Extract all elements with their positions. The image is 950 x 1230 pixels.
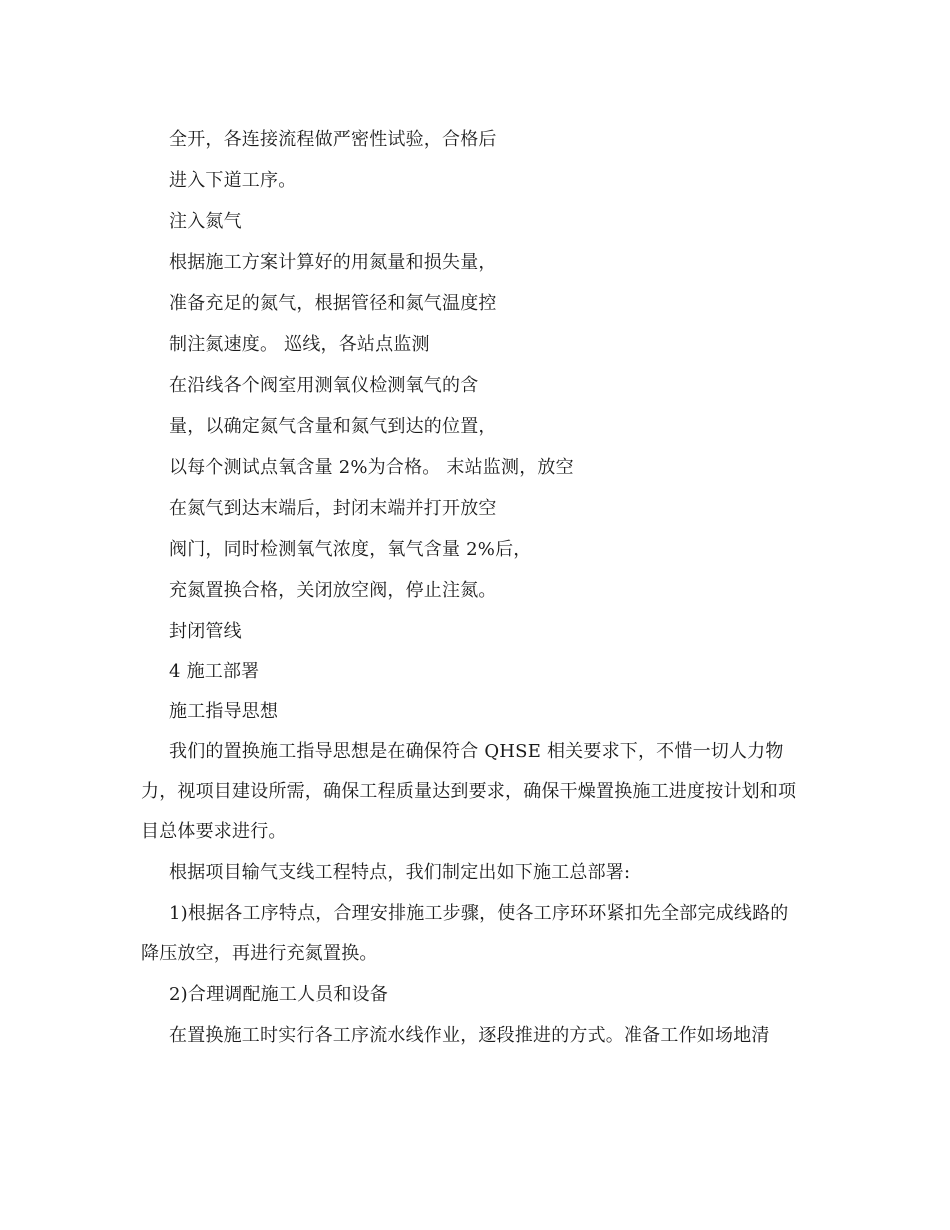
section-heading: 注入氮气 — [169, 211, 242, 232]
text-line: 以每个测试点氧含量 2%为合格。 末站监测，放空 — [169, 457, 574, 478]
text-line: 在置换施工时实行各工序流水线作业，逐段推进的方式。准备工作如场地清 — [169, 1025, 770, 1046]
text-line: 我们的置换施工指导思想是在确保符合 QHSE 相关要求下，不惜一切人力物 — [169, 741, 784, 762]
text-line: 准备充足的氮气，根据管径和氮气温度控 — [169, 293, 497, 314]
text-line: 量，以确定氮气含量和氮气到达的位置， — [169, 416, 497, 437]
text-line: 进入下道工序。 — [169, 170, 297, 191]
section-heading: 封闭管线 — [169, 621, 242, 642]
text-line: 充氮置换合格，关闭放空阀，停止注氮。 — [169, 580, 497, 601]
text-line: 1)根据各工序特点，合理安排施工步骤，使各工序环环紧扣先全部完成线路的 — [169, 903, 789, 924]
text-line: 降压放空，再进行充氮置换。 — [141, 943, 378, 964]
text-line: 力，视项目建设所需，确保工程质量达到要求，确保干燥置换施工进度按计划和项 — [141, 781, 797, 802]
text-line: 在氮气到达末端后，封闭末端并打开放空 — [169, 498, 497, 519]
text-line: 阀门，同时检测氧气浓度，氧气含量 2%后， — [169, 539, 532, 560]
text-line: 目总体要求进行。 — [141, 821, 287, 842]
text-line: 根据施工方案计算好的用氮量和损失量， — [169, 252, 497, 273]
section-heading: 施工指导思想 — [169, 701, 279, 722]
text-line: 2)合理调配施工人员和设备 — [169, 984, 389, 1005]
text-line: 根据项目输气支线工程特点，我们制定出如下施工总部署: — [169, 862, 631, 883]
text-line: 全开，各连接流程做严密性试验，合格后 — [169, 129, 497, 150]
text-line: 制注氮速度。 巡线，各站点监测 — [169, 334, 430, 355]
text-line: 在沿线各个阀室用测氧仪检测氧气的含 — [169, 375, 479, 396]
section-heading: 4 施工部署 — [169, 661, 260, 682]
